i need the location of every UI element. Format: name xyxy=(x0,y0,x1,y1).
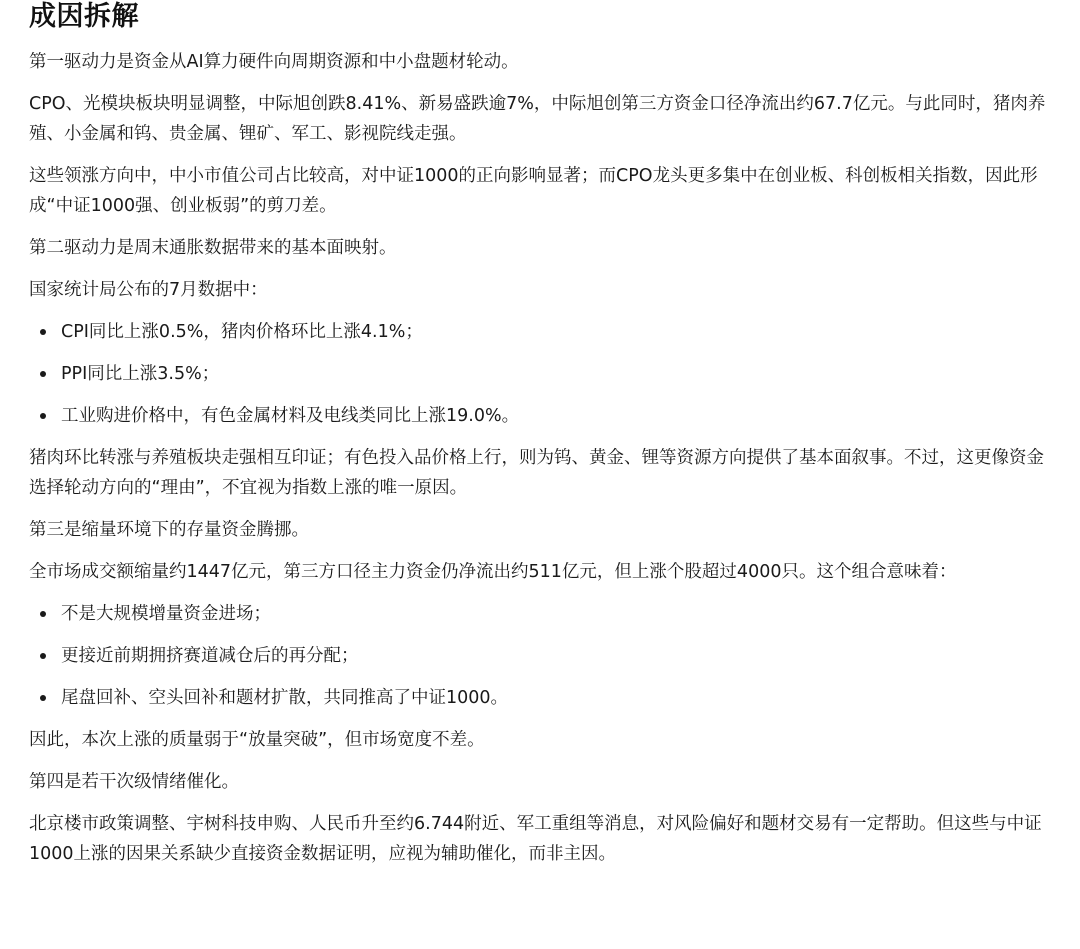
bullet-icon xyxy=(40,371,46,377)
list-item: 工业购进价格中，有色金属材料及电线类同比上涨19.0%。 xyxy=(29,401,1050,431)
bullet-icon xyxy=(40,653,46,659)
paragraph-stats-intro: 国家统计局公布的7月数据中： xyxy=(29,280,268,300)
bullet-icon xyxy=(40,329,46,335)
paragraph-driver-2: 第二驱动力是周末通胀数据带来的基本面映射。 xyxy=(29,238,397,258)
list-item: 更接近前期拥挤赛道减仓后的再分配； xyxy=(29,641,1050,671)
inflation-data-list xyxy=(29,317,1050,431)
paragraph-turnover: 全市场成交额缩量约1447亿元，第三方口径主力资金仍净流出约511亿元，但上涨个股超过4000只。这个组合意味着： xyxy=(29,562,957,582)
section-title: 成因拆解 xyxy=(29,1,139,32)
paragraph-driver-1: 第一驱动力是资金从AI算力硬件向周期资源和中小盘题材轮动。 xyxy=(29,52,519,72)
paragraph-scissors-gap: 这些领涨方向中，中小市值公司占比较高，对中证1000的正向影响显著；而CPO龙头更多集中在创业板、科创板相关指数，因此形成“中证1000强、创业板弱”的剪刀差。 xyxy=(29,166,1038,216)
list-item: 不是大规模增量资金进场； xyxy=(29,599,1050,629)
list-item: PPI同比上涨3.5%； xyxy=(29,359,1050,389)
fund-flow-list xyxy=(29,599,1050,713)
paragraph-quality-conclusion: 因此，本次上涨的质量弱于“放量突破”，但市场宽度不差。 xyxy=(29,730,485,750)
list-item: CPI同比上涨0.5%，猪肉价格环比上涨4.1%； xyxy=(29,317,1050,347)
bullet-icon xyxy=(40,695,46,701)
list-item: 尾盘回补、空头回补和题材扩散，共同推高了中证1000。 xyxy=(29,683,1050,713)
paragraph-secondary-catalysts: 北京楼市政策调整、宇树科技申购、人民币升至约6.744附近、军工重组等消息，对风险偏好和题材交易有一定帮助。但这些与中证1000上涨的因果关系缺少直接资金数据证明，应视为辅助催化，而非主因。 xyxy=(29,814,1042,864)
bullet-icon xyxy=(40,611,46,617)
bullet-icon xyxy=(40,413,46,419)
paragraph-driver-4: 第四是若干次级情绪催化。 xyxy=(29,772,239,792)
paragraph-pork-metals: 猪肉环比转涨与养殖板块走强相互印证；有色投入品价格上行，则为钨、黄金、锂等资源方向提供了基本面叙事。不过，这更像资金选择轮动方向的“理由”，不宜视为指数上涨的唯一原因。 xyxy=(29,448,1044,498)
paragraph-driver-3: 第三是缩量环境下的存量资金腾挪。 xyxy=(29,520,309,540)
paragraph-cpo-adjustment: CPO、光模块板块明显调整，中际旭创跌8.41%、新易盛跌逾7%，中际旭创第三方资金口径净流出约67.7亿元。与此同时，猪肉养殖、小金属和钨、贵金属、锂矿、军工、影视院线走强。 xyxy=(29,94,1046,144)
